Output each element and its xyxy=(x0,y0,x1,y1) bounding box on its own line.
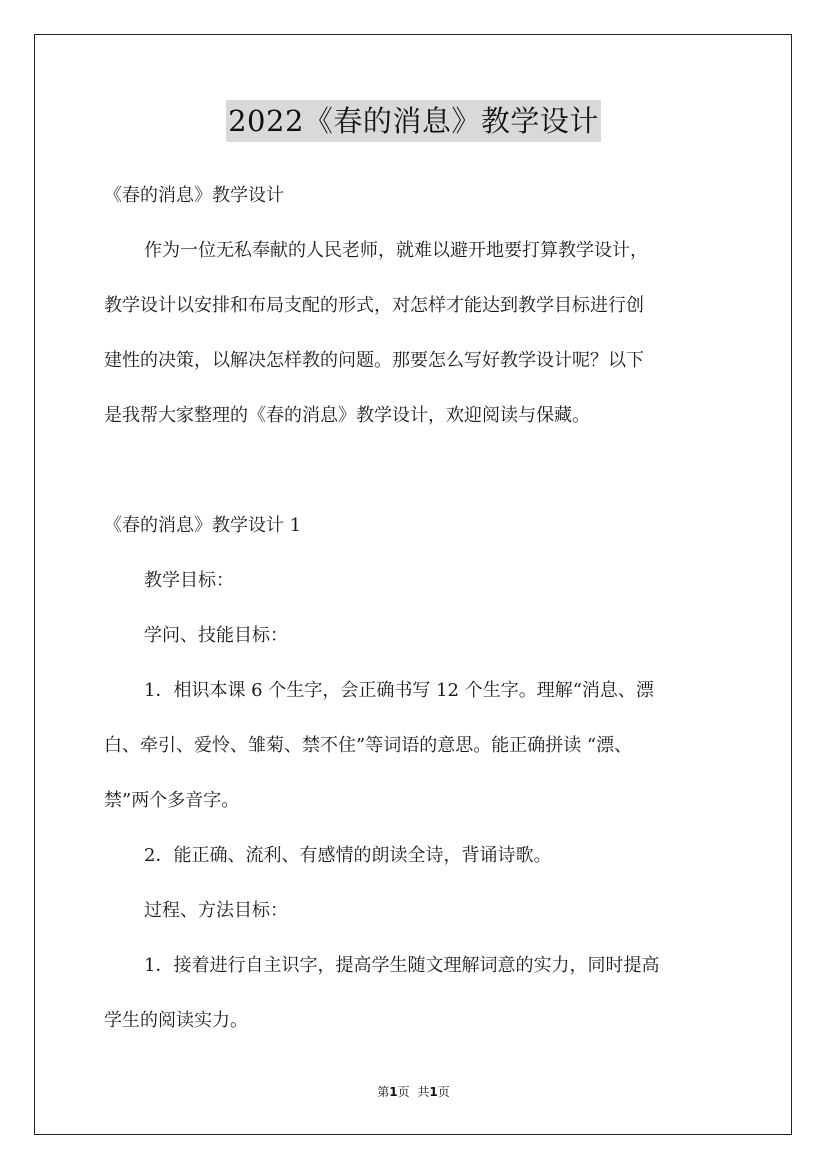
intro-paragraph-line: 教学设计以安排和布局支配的形式，对怎样才能达到教学目标进行创 xyxy=(104,295,644,316)
goal-item-1-continued: 禁”两个多音字。 xyxy=(104,790,240,811)
subheading-teaching-goals: 教学目标： xyxy=(144,570,234,591)
footer-total-label: 共 xyxy=(417,1085,430,1099)
intro-paragraph-line: 是我帮大家整理的《春的消息》教学设计，欢迎阅读与保藏。 xyxy=(104,405,590,426)
page-footer xyxy=(0,1083,827,1100)
footer-page-unit: 页 xyxy=(397,1085,410,1099)
document-body xyxy=(104,168,740,1048)
footer-total-unit: 页 xyxy=(437,1085,450,1099)
intro-heading: 《春的消息》教学设计 xyxy=(104,185,284,206)
goal-item-1-continued: 白、牵引、爱怜、雏菊、禁不住”等词语的意思。能正确拼读 “漂、 xyxy=(104,735,633,756)
blank-line xyxy=(104,443,740,498)
goal-item-1: 1．相识本课 6 个生字，会正确书写 12 个生字。理解“消息、漂 xyxy=(144,680,654,701)
subheading-knowledge-skills: 学问、技能目标： xyxy=(144,625,288,646)
section-heading: 《春的消息》教学设计 1 xyxy=(104,515,302,536)
process-item-1-continued: 学生的阅读实力。 xyxy=(104,1010,248,1031)
title-container xyxy=(0,100,827,142)
footer-page-label: 第 xyxy=(377,1085,390,1099)
intro-paragraph-line: 建性的决策，以解决怎样教的问题。那要怎么写好教学设计呢？以下 xyxy=(104,350,644,371)
footer-total-number: 1 xyxy=(429,1085,438,1099)
subheading-process-methods: 过程、方法目标： xyxy=(144,900,288,921)
process-item-1: 1．接着进行自主识字，提高学生随文理解词意的实力，同时提高 xyxy=(144,955,660,976)
document-title: 2022《春的消息》教学设计 xyxy=(226,100,601,142)
goal-item-2: 2．能正确、流利、有感情的朗读全诗，背诵诗歌。 xyxy=(144,845,552,866)
footer-page-number: 1 xyxy=(389,1085,398,1099)
intro-paragraph-line: 作为一位无私奉献的人民老师，就难以避开地要打算教学设计， xyxy=(144,240,648,261)
